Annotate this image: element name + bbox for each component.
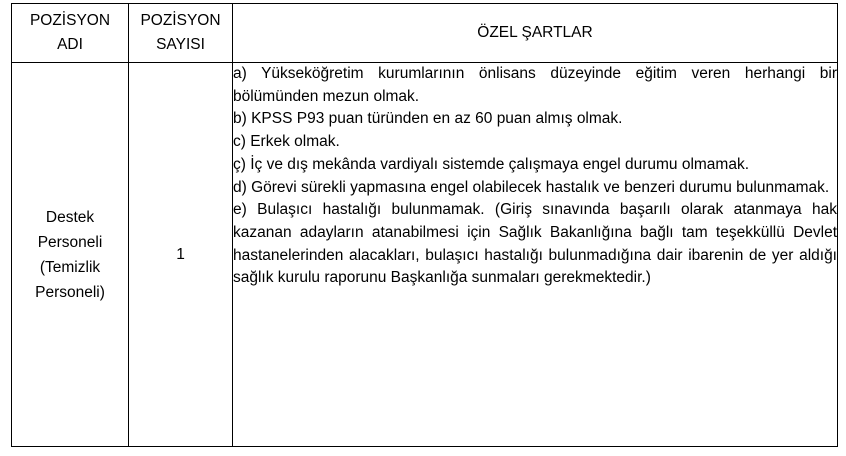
conditions-cell: [233, 63, 838, 447]
header-special-conditions: ÖZEL ŞARTLAR: [233, 4, 838, 63]
position-count-cell: 1: [129, 63, 233, 447]
header-position-name-line: ADI: [57, 36, 83, 53]
position-name-line: Personeli: [37, 233, 103, 251]
condition-d: d) Görevi sürekli yapmasına engel olabilecek hastalık ve benzeri durumu bulunmamak.: [233, 178, 830, 196]
header-position-count-line: SAYISI: [156, 36, 205, 53]
position-name-line: (Temizlik: [39, 258, 101, 276]
condition-a: a) Yükseköğretim kurumlarının önlisans düzeyinde eğitim veren herhangi bir bölümünden mezun olmak.: [233, 65, 837, 105]
condition-b: b) KPSS P93 puan türünden en az 60 puan almış olmak.: [233, 110, 623, 128]
condition-e: e) Bulaşıcı hastalığı bulunmamak. (Giriş sınavında başarılı olarak atanmaya hak kazanan adayların atanabilmesi için Sağlık Bakanlığına bağlı tam teşekküllü Devlet hastanelerinden alacakları, bulaşıcı hastalığı bulunmadığına dair ibarenin de yer aldığı sağlık kurulu raporunu Başkanlığa sunmaları gerekmektedir.): [233, 201, 837, 287]
position-name-cell: [12, 63, 129, 447]
position-name-line: Personeli): [35, 283, 105, 301]
position-name-line: Destek: [45, 208, 95, 226]
condition-c-cedilla: ç) İç ve dış mekânda vardiyalı sistemde çalışmaya engel durumu olmamak.: [233, 155, 750, 173]
condition-c: c) Erkek olmak.: [233, 133, 340, 151]
header-position-count-line: POZİSYON: [140, 12, 221, 29]
position-requirements-table: [11, 3, 838, 447]
table-row: [12, 63, 838, 447]
header-position-count: [129, 4, 233, 63]
header-position-name-line: POZİSYON: [29, 12, 111, 29]
table-header-row: [12, 4, 838, 63]
header-position-name: [12, 4, 129, 63]
